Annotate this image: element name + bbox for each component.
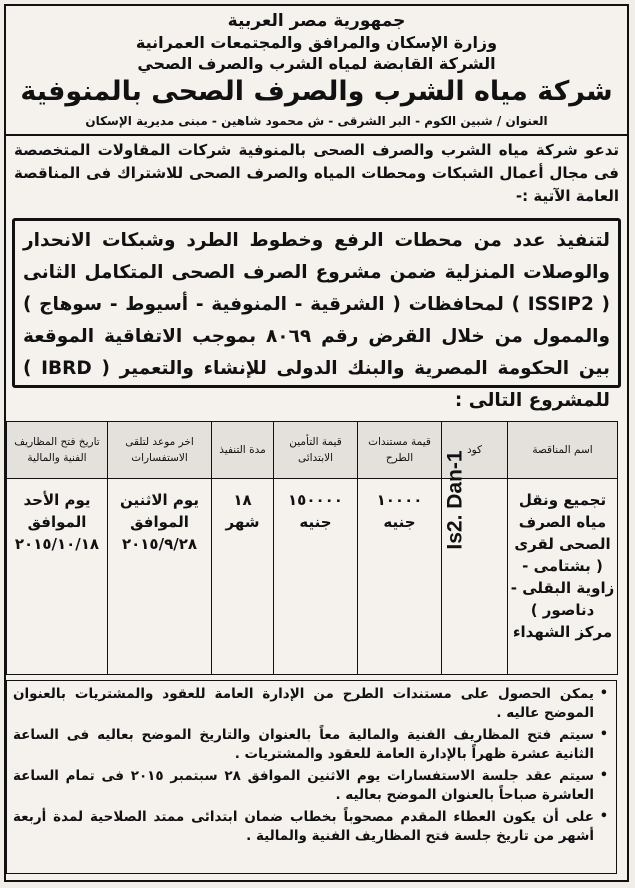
inquiry-date: ٢٠١٥/٩/٢٨: [121, 535, 198, 553]
header-duration: مدة التنفيذ: [212, 422, 274, 479]
header-ministry: وزارة الإسكان والمرافق والمجتمعات العمرانية: [135, 33, 498, 52]
inquiry-label: الموافق: [130, 513, 189, 531]
note-text: سيتم فتح المظاريف الفنية والمالية معاً بالعنوان والتاريخ الموضح بعاليه فى الساعة الثانية عشرة ظهراً بالإدارة العامة للعقود والمشتريات .: [13, 727, 594, 762]
tender-code: Is2. Dan-1: [443, 450, 467, 550]
note-text: يمكن الحصول على مستندات الطرح من الإدارة العامة للعقود والمشتريات بالعنوان الموضح عاليه .: [13, 686, 594, 721]
bullet-icon: •: [599, 768, 608, 783]
insurance-cell: [274, 479, 358, 675]
opening-date: ٢٠١٥/١٠/١٨: [14, 535, 100, 553]
list-item: [13, 767, 608, 804]
tender-name-cell: تجميع ونقل مياه الصرف الصحى لقرى ( بشتامى - زاوية البقلى - دناصور ) مركز الشهداء: [508, 479, 618, 675]
header-inquiry-deadline: اخر موعد لتلقى الاستفسارات: [108, 422, 212, 479]
opening-date-cell: [7, 479, 108, 675]
bullet-icon: •: [599, 686, 608, 701]
docs-value-unit: جنيه: [383, 513, 416, 531]
list-item: [13, 808, 608, 845]
header-holding-company: الشركة القابضة لمياه الشرب والصرف الصحي: [137, 54, 496, 73]
inquiry-deadline-cell: [108, 479, 212, 675]
project-description: لتنفيذ عدد من محطات الرفع وخطوط الطرد وشبكات الانحدار والوصلات المنزلية ضمن مشروع الصرف الصحى المتكامل الثانى ( ISSIP2 ) لمحافظات ( الشرقية - المنوفية - أسيوط - سوهاج ) والممول من خلال القرض رقم ٨٠٦٩ بموجب الاتفاقية الموقعة بين الحكومة المصرية والبنك الدولى للإنشاء والتعمير ( IBRD ) للمشروع التالى :: [23, 230, 611, 411]
opening-day: يوم الأحد: [23, 491, 91, 509]
list-item: [13, 685, 608, 722]
duration-cell: [212, 479, 274, 675]
header-insurance: قيمة التأمين الابتدائى: [274, 422, 358, 479]
table-row: [7, 479, 618, 675]
header-code: كود: [442, 422, 508, 479]
insurance-amount: ١٥٠٠٠٠: [288, 491, 343, 509]
header-docs-value: قيمة مستندات الطرح: [358, 422, 442, 479]
duration-unit: شهر: [225, 513, 260, 531]
notes-box: [6, 680, 617, 874]
header-tender-name: اسم المناقصة: [508, 422, 618, 479]
note-text: على أن يكون العطاء المقدم مصحوباً بخطاب ضمان ابتدائى ممتد الصلاحية لمدة أربعة أشهر من تاريخ جلسة فتح المظاريف الفنية والمالية .: [13, 809, 594, 844]
bullet-icon: •: [599, 727, 608, 742]
table-header-row: [7, 422, 618, 479]
bullet-icon: •: [599, 809, 608, 824]
notes-list: [13, 685, 608, 845]
inquiry-day: يوم الاثنين: [120, 491, 199, 509]
docs-value-amount: ١٠٠٠٠: [376, 491, 423, 509]
tender-table: [6, 421, 618, 675]
company-title: شركة مياه الشرب والصرف الصحى بالمنوفية: [20, 76, 613, 107]
list-item: [13, 726, 608, 763]
company-address: العنوان / شبين الكوم - البر الشرقى - ش محمود شاهين - مبنى مديرية الإسكان: [85, 114, 548, 128]
insurance-unit: جنيه: [299, 513, 332, 531]
opening-label: الموافق: [27, 513, 87, 531]
note-text: سيتم عقد جلسة الاستفسارات يوم الاثنين الموافق ٢٨ سبتمبر ٢٠١٥ فى تمام الساعة العاشرة صباحاً بالعنوان الموضح بعاليه .: [13, 768, 594, 803]
project-description-box: [12, 218, 621, 411]
header-country: جمهورية مصر العربية: [227, 11, 406, 31]
intro-paragraph: تدعو شركة مياه الشرب والصرف الصحى بالمنوفية شركات المقاولات المتخصصة فى مجال أعمال الشبكات ومحطات المياه والصرف الصحى للاشتراك فى المناقصة العامة الآتية :-: [14, 141, 619, 205]
header-opening-date: تاريخ فتح المظاريف الفنية والمالية: [7, 422, 108, 479]
header: [6, 6, 627, 130]
duration-amount: ١٨: [233, 491, 252, 509]
